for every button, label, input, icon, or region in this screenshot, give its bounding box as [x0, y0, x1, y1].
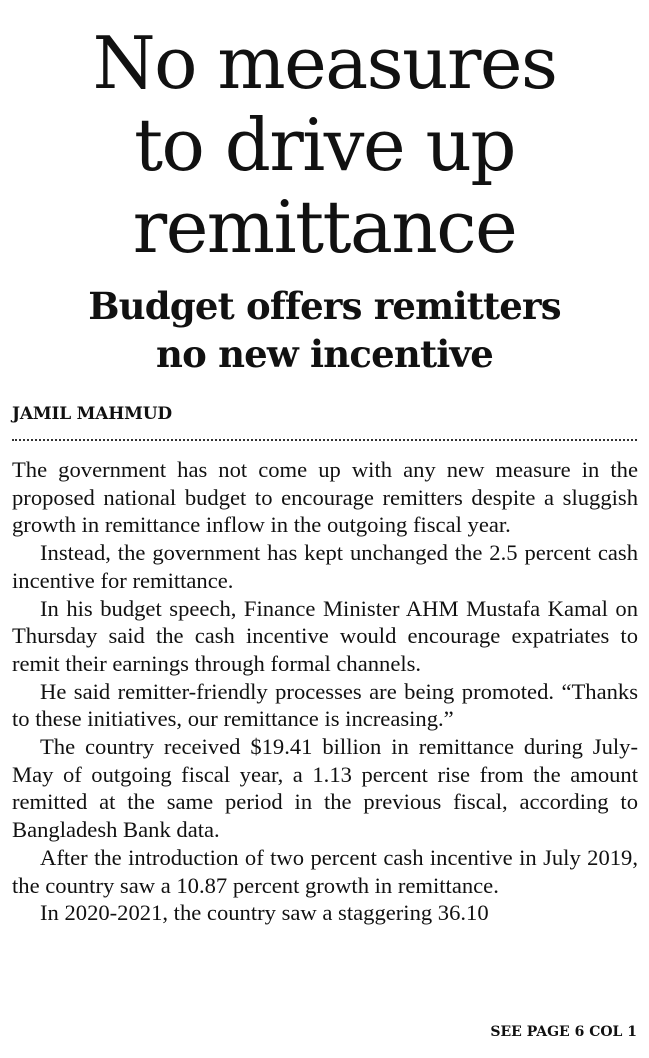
body-paragraph: He said remitter-friendly processes are being promoted. “Thanks to these initiatives, our remittance is increasing.” [12, 678, 638, 732]
dotted-divider [12, 439, 637, 441]
body-paragraph: In his budget speech, Finance Minister AHM Mustafa Kamal on Thursday said the cash incentive would encourage expatriates to remit their earnings through formal channels. [12, 595, 638, 676]
article-body [12, 456, 638, 927]
body-paragraph: The country received $19.41 billion in remittance during July-May of outgoing fiscal year, a 1.13 percent rise from the amount remitted at the same period in the previous fiscal, according to Bangladesh Bank data. [12, 734, 638, 843]
headline-line: to drive up [134, 103, 515, 187]
headline-line: remittance [132, 185, 517, 269]
subheadline-line: Budget offers remitters [88, 284, 561, 328]
subheadline [0, 282, 649, 378]
body-paragraph: Instead, the government has kept unchanged the 2.5 percent cash incentive for remittance. [12, 540, 638, 593]
headline [0, 22, 649, 268]
body-paragraph: In 2020-2021, the country saw a staggering 36.10 [40, 900, 489, 926]
subheadline-line: no new incentive [156, 332, 493, 376]
headline-line: No measures [92, 21, 557, 105]
body-paragraph: The government has not come up with any new measure in the proposed national budget to encourage remitters despite a sluggish growth in remittance inflow in the outgoing fiscal year. [12, 457, 638, 538]
body-paragraph: After the introduction of two percent cash incentive in July 2019, the country saw a 10.87 percent growth in remittance. [12, 844, 638, 898]
byline: JAMIL MAHMUD [12, 404, 172, 424]
continuation-reference: SEE PAGE 6 COL 1 [490, 1024, 637, 1040]
